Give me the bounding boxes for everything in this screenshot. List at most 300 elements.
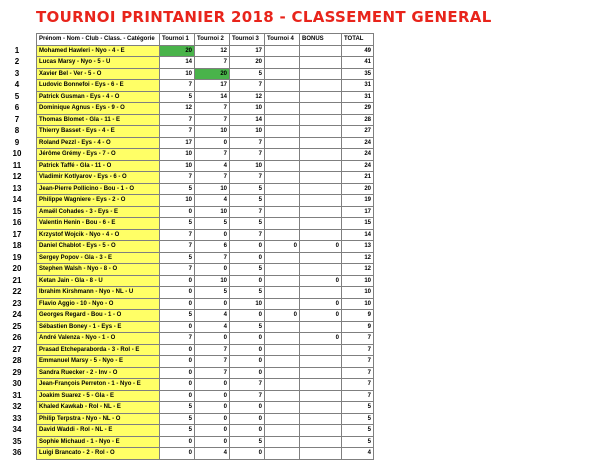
rank-label: 6 <box>14 103 20 112</box>
tournament-4-cell <box>265 172 300 184</box>
bonus-cell <box>300 68 342 80</box>
tournament-4-cell <box>265 195 300 207</box>
tournament-1-cell: 5 <box>160 310 195 322</box>
tournament-1-cell: 0 <box>160 298 195 310</box>
bonus-cell <box>300 91 342 103</box>
total-cell: 7 <box>342 333 374 345</box>
bonus-cell <box>300 264 342 276</box>
total-cell: 24 <box>342 137 374 149</box>
tournament-1-cell: 5 <box>160 91 195 103</box>
player-cell: Emmanuel Marsy - 5 - Nyo - E <box>37 356 160 368</box>
player-cell: Lucas Marsy - Nyo - 5 - U <box>37 57 160 69</box>
bonus-cell <box>300 103 342 115</box>
total-cell: 29 <box>342 103 374 115</box>
tournament-1-cell: 0 <box>160 206 195 218</box>
bonus-cell <box>300 252 342 264</box>
tournament-2-cell: 7 <box>195 149 230 161</box>
tournament-3-cell: 7 <box>230 80 265 92</box>
tournament-1-cell: 0 <box>160 436 195 448</box>
rank-label: 25 <box>12 321 22 331</box>
tournament-3-cell: 0 <box>230 367 265 379</box>
tournament-4-cell <box>265 413 300 425</box>
tournament-4-cell <box>265 218 300 230</box>
bonus-cell <box>300 402 342 414</box>
tournament-1-cell: 10 <box>160 149 195 161</box>
rank-label: 9 <box>14 137 20 147</box>
table-row <box>37 172 374 184</box>
total-cell: 10 <box>342 298 374 310</box>
tournament-4-cell <box>265 356 300 368</box>
rank-label: 30 <box>12 379 22 388</box>
tournament-3-cell: 0 <box>230 333 265 345</box>
total-cell: 5 <box>342 436 374 448</box>
tournament-1-cell: 7 <box>160 229 195 241</box>
player-cell: Roland Pezzl - Eys - 4 - O <box>37 137 160 149</box>
tournament-2-cell: 0 <box>195 390 230 402</box>
bonus-cell <box>300 57 342 69</box>
player-cell: Dominique Agnus - Eys - 9 - O <box>37 103 160 115</box>
rank-label: 18 <box>12 241 22 250</box>
tournament-4-cell <box>265 252 300 264</box>
tournament-3-cell: 7 <box>230 390 265 402</box>
tournament-3-cell: 5 <box>230 287 265 299</box>
bonus-cell <box>300 114 342 126</box>
tournament-3-cell: 20 <box>230 57 265 69</box>
table-row <box>37 321 374 333</box>
tournament-1-cell: 7 <box>160 80 195 92</box>
table-row <box>37 195 374 207</box>
tournament-4-cell <box>265 103 300 115</box>
bonus-cell <box>300 80 342 92</box>
tournament-3-cell: 10 <box>230 126 265 138</box>
tournament-3-cell: 5 <box>230 68 265 80</box>
table-row <box>37 183 374 195</box>
tournament-1-cell: 7 <box>160 241 195 253</box>
tournament-2-cell: 12 <box>195 45 230 57</box>
tournament-1-cell: 17 <box>160 137 195 149</box>
tournament-3-cell: 14 <box>230 114 265 126</box>
tournament-2-cell: 10 <box>195 275 230 287</box>
rank-header-spacer <box>0 33 34 45</box>
tournament-3-cell: 5 <box>230 436 265 448</box>
tournament-1-cell: 0 <box>160 344 195 356</box>
tournament-1-cell: 7 <box>160 172 195 184</box>
table-row <box>37 448 374 460</box>
tournament-2-cell: 7 <box>195 344 230 356</box>
bonus-cell <box>300 367 342 379</box>
total-cell: 31 <box>342 91 374 103</box>
table-row <box>37 160 374 172</box>
tournament-2-cell: 0 <box>195 264 230 276</box>
player-cell: Khaled Kawkab - Rol - NL - E <box>37 402 160 414</box>
bonus-cell <box>300 218 342 230</box>
tournament-2-cell: 0 <box>195 402 230 414</box>
header-tournament-3: Tournoi 3 <box>230 34 265 46</box>
table-row <box>37 344 374 356</box>
tournament-4-cell <box>265 91 300 103</box>
total-cell: 7 <box>342 356 374 368</box>
rank-label: 36 <box>12 448 22 457</box>
tournament-1-cell: 0 <box>160 448 195 460</box>
total-cell: 15 <box>342 218 374 230</box>
total-cell: 5 <box>342 402 374 414</box>
tournament-3-cell: 7 <box>230 149 265 161</box>
tournament-1-cell: 7 <box>160 126 195 138</box>
tournament-4-cell <box>265 275 300 287</box>
total-cell: 9 <box>342 321 374 333</box>
rank-label: 3 <box>14 68 20 78</box>
tournament-4-cell <box>265 57 300 69</box>
table-row <box>37 218 374 230</box>
header-player: Prénom - Nom - Club - Class. - Catégorie <box>37 34 160 46</box>
player-cell: Luigi Brancato - 2 - Rol - O <box>37 448 160 460</box>
total-cell: 20 <box>342 183 374 195</box>
rank-label: 1 <box>14 45 20 55</box>
table-row <box>37 103 374 115</box>
tournament-3-cell: 7 <box>230 229 265 241</box>
tournament-2-cell: 4 <box>195 310 230 322</box>
tournament-3-cell: 0 <box>230 413 265 425</box>
tournament-3-cell: 0 <box>230 252 265 264</box>
total-cell: 24 <box>342 160 374 172</box>
table-row <box>37 333 374 345</box>
tournament-2-cell: 0 <box>195 298 230 310</box>
tournament-3-cell: 10 <box>230 160 265 172</box>
player-cell: Joakim Suarez - 5 - Gla - E <box>37 390 160 402</box>
tournament-2-cell: 4 <box>195 448 230 460</box>
tournament-1-cell: 0 <box>160 287 195 299</box>
tournament-3-cell: 0 <box>230 356 265 368</box>
tournament-1-cell: 0 <box>160 356 195 368</box>
header-bonus: BONUS <box>300 34 342 46</box>
rank-label: 31 <box>12 390 22 400</box>
table-row <box>37 310 374 322</box>
tournament-1-cell: 0 <box>160 321 195 333</box>
rank-column <box>0 33 34 459</box>
tournament-3-cell: 0 <box>230 310 265 322</box>
player-cell: Thierry Basset - Eys - 4 - E <box>37 126 160 138</box>
tournament-2-cell: 0 <box>195 413 230 425</box>
table-row <box>37 390 374 402</box>
player-cell: Georges Regard - Bou - 1 - O <box>37 310 160 322</box>
tournament-2-cell: 10 <box>195 206 230 218</box>
rank-label: 13 <box>12 183 22 193</box>
rank-label: 28 <box>12 356 22 365</box>
bonus-cell <box>300 436 342 448</box>
total-cell: 12 <box>342 264 374 276</box>
tournament-1-cell: 12 <box>160 103 195 115</box>
bonus-cell: 0 <box>300 310 342 322</box>
table-row <box>37 413 374 425</box>
rank-label: 4 <box>14 80 20 89</box>
tournament-2-cell: 4 <box>195 160 230 172</box>
table-row <box>37 367 374 379</box>
rank-label: 26 <box>12 333 22 342</box>
player-cell: Flavio Aggio - 10 - Nyo - O <box>37 298 160 310</box>
total-cell: 19 <box>342 195 374 207</box>
player-cell: Philippe Wagniere - Eys - 2 - O <box>37 195 160 207</box>
bonus-cell: 0 <box>300 241 342 253</box>
rank-label: 2 <box>14 57 20 66</box>
tournament-2-cell: 0 <box>195 137 230 149</box>
rank-label: 29 <box>12 367 22 377</box>
bonus-cell <box>300 160 342 172</box>
rank-label: 24 <box>12 310 22 319</box>
tournament-4-cell <box>265 379 300 391</box>
player-cell: Jérôme Grémy - Eys - 7 - O <box>37 149 160 161</box>
player-cell: Sophie Michaud - 1 - Nyo - E <box>37 436 160 448</box>
player-cell: André Valenza - Nyo - 1 - O <box>37 333 160 345</box>
tournament-2-cell: 17 <box>195 80 230 92</box>
tournament-2-cell: 14 <box>195 91 230 103</box>
tournament-1-cell: 0 <box>160 367 195 379</box>
rank-label: 17 <box>12 229 22 239</box>
tournament-4-cell <box>265 137 300 149</box>
bonus-cell <box>300 425 342 437</box>
bonus-cell <box>300 448 342 460</box>
total-cell: 7 <box>342 379 374 391</box>
player-cell: Patrick Gusman - Eys - 4 - O <box>37 91 160 103</box>
tournament-2-cell: 0 <box>195 379 230 391</box>
table-row <box>37 356 374 368</box>
tournament-4-cell: 0 <box>265 241 300 253</box>
tournament-1-cell: 0 <box>160 275 195 287</box>
tournament-4-cell <box>265 390 300 402</box>
tournament-2-cell: 0 <box>195 425 230 437</box>
total-cell: 14 <box>342 229 374 241</box>
tournament-3-cell: 0 <box>230 402 265 414</box>
player-cell: David Waddi - Rol - NL - E <box>37 425 160 437</box>
page-title: TOURNOI PRINTANIER 2018 - CLASSEMENT GENERAL <box>36 8 492 26</box>
total-cell: 4 <box>342 448 374 460</box>
total-cell: 9 <box>342 310 374 322</box>
tournament-1-cell: 10 <box>160 195 195 207</box>
rank-label: 21 <box>12 275 22 285</box>
tournament-2-cell: 7 <box>195 356 230 368</box>
rank-label: 27 <box>12 344 22 354</box>
bonus-cell <box>300 344 342 356</box>
tournament-2-cell: 5 <box>195 218 230 230</box>
tournament-3-cell: 7 <box>230 137 265 149</box>
player-cell: Patrick Taffé - Gla - 11 - O <box>37 160 160 172</box>
total-cell: 7 <box>342 367 374 379</box>
tournament-3-cell: 10 <box>230 103 265 115</box>
tournament-3-cell: 10 <box>230 298 265 310</box>
tournament-2-cell: 7 <box>195 367 230 379</box>
total-cell: 7 <box>342 344 374 356</box>
tournament-4-cell <box>265 425 300 437</box>
table-row <box>37 91 374 103</box>
table-row <box>37 80 374 92</box>
tournament-2-cell: 7 <box>195 103 230 115</box>
total-cell: 5 <box>342 413 374 425</box>
player-cell: Daniel Chablot - Eys - 5 - O <box>37 241 160 253</box>
bonus-cell: 0 <box>300 298 342 310</box>
rank-label: 15 <box>12 206 22 216</box>
tournament-3-cell: 0 <box>230 344 265 356</box>
tournament-2-cell: 5 <box>195 287 230 299</box>
total-cell: 10 <box>342 287 374 299</box>
tournament-3-cell: 7 <box>230 206 265 218</box>
total-cell: 21 <box>342 172 374 184</box>
total-cell: 12 <box>342 252 374 264</box>
tournament-1-cell: 5 <box>160 425 195 437</box>
table-row <box>37 241 374 253</box>
table-row <box>37 137 374 149</box>
table-row <box>37 206 374 218</box>
tournament-2-cell: 7 <box>195 57 230 69</box>
tournament-2-cell: 7 <box>195 252 230 264</box>
rank-label: 10 <box>12 149 22 158</box>
total-cell: 49 <box>342 45 374 57</box>
rank-label: 22 <box>12 287 22 296</box>
header-tournament-1: Tournoi 1 <box>160 34 195 46</box>
tournament-2-cell: 10 <box>195 126 230 138</box>
tournament-4-cell <box>265 149 300 161</box>
table-row <box>37 68 374 80</box>
bonus-cell: 0 <box>300 275 342 287</box>
player-cell: Thomas Blomet - Gla - 11 - E <box>37 114 160 126</box>
table-row <box>37 425 374 437</box>
header-total: TOTAL <box>342 34 374 46</box>
tournament-2-cell: 4 <box>195 321 230 333</box>
bonus-cell <box>300 137 342 149</box>
player-cell: Ibrahim Kirshmann - Nyo - NL - U <box>37 287 160 299</box>
player-cell: Jean-François Perreton - 1 - Nyo - E <box>37 379 160 391</box>
table-row <box>37 287 374 299</box>
tournament-3-cell: 7 <box>230 172 265 184</box>
tournament-4-cell <box>265 287 300 299</box>
table-row <box>37 126 374 138</box>
total-cell: 27 <box>342 126 374 138</box>
tournament-1-cell: 14 <box>160 57 195 69</box>
player-cell: Sergey Popov - Gla - 3 - E <box>37 252 160 264</box>
tournament-3-cell: 5 <box>230 195 265 207</box>
rank-label: 11 <box>12 160 22 170</box>
tournament-3-cell: 5 <box>230 264 265 276</box>
total-cell: 41 <box>342 57 374 69</box>
tournament-2-cell: 10 <box>195 183 230 195</box>
tournament-2-cell: 0 <box>195 229 230 241</box>
ranking-table <box>36 33 374 460</box>
tournament-4-cell <box>265 126 300 138</box>
total-cell: 24 <box>342 149 374 161</box>
bonus-cell <box>300 183 342 195</box>
total-cell: 10 <box>342 275 374 287</box>
bonus-cell <box>300 45 342 57</box>
total-cell: 5 <box>342 425 374 437</box>
tournament-1-cell: 7 <box>160 264 195 276</box>
table-row <box>37 149 374 161</box>
bonus-cell <box>300 287 342 299</box>
total-cell: 17 <box>342 206 374 218</box>
tournament-1-cell: 5 <box>160 413 195 425</box>
tournament-3-cell: 0 <box>230 241 265 253</box>
rank-label: 12 <box>12 172 22 181</box>
table-row <box>37 379 374 391</box>
tournament-4-cell <box>265 183 300 195</box>
total-cell: 31 <box>342 80 374 92</box>
tournament-3-cell: 5 <box>230 183 265 195</box>
tournament-2-cell: 4 <box>195 195 230 207</box>
rank-label: 19 <box>12 252 22 262</box>
rank-label: 33 <box>12 413 22 423</box>
rank-label: 32 <box>12 402 22 411</box>
tournament-1-cell: 5 <box>160 252 195 264</box>
tournament-4-cell <box>265 448 300 460</box>
tournament-3-cell: 0 <box>230 425 265 437</box>
table-row <box>37 436 374 448</box>
player-cell: Jean-Pierre Pollicino - Bou - 1 - O <box>37 183 160 195</box>
bonus-cell <box>300 413 342 425</box>
tournament-3-cell: 17 <box>230 45 265 57</box>
tournament-1-cell: 10 <box>160 160 195 172</box>
player-cell: Sébastien Boney - 1 - Eys - E <box>37 321 160 333</box>
bonus-cell <box>300 379 342 391</box>
tournament-3-cell: 0 <box>230 448 265 460</box>
bonus-cell <box>300 356 342 368</box>
bonus-cell <box>300 321 342 333</box>
tournament-1-cell: 10 <box>160 68 195 80</box>
player-cell: Ketan Jain - Gla - 8 - U <box>37 275 160 287</box>
bonus-cell <box>300 172 342 184</box>
player-cell: Philip Terpstra - Nyo - NL - O <box>37 413 160 425</box>
header-tournament-4: Tournoi 4 <box>265 34 300 46</box>
table-row <box>37 298 374 310</box>
tournament-4-cell <box>265 321 300 333</box>
header-tournament-2: Tournoi 2 <box>195 34 230 46</box>
bonus-cell <box>300 229 342 241</box>
player-cell: Valentin Henin - Bou - 6 - E <box>37 218 160 230</box>
tournament-3-cell: 0 <box>230 275 265 287</box>
tournament-2-cell: 7 <box>195 172 230 184</box>
player-cell: Amaël Cohades - 3 - Eys - E <box>37 206 160 218</box>
bonus-cell <box>300 126 342 138</box>
rank-label: 7 <box>14 114 20 124</box>
bonus-cell <box>300 149 342 161</box>
tournament-1-cell: 0 <box>160 390 195 402</box>
tournament-4-cell <box>265 344 300 356</box>
rank-label: 8 <box>14 126 20 135</box>
tournament-2-cell: 0 <box>195 436 230 448</box>
tournament-1-cell: 5 <box>160 402 195 414</box>
bonus-cell <box>300 206 342 218</box>
bonus-cell <box>300 195 342 207</box>
tournament-2-cell: 20 <box>195 68 230 80</box>
tournament-2-cell: 7 <box>195 114 230 126</box>
rank-label: 35 <box>12 436 22 446</box>
tournament-3-cell: 5 <box>230 218 265 230</box>
tournament-4-cell <box>265 45 300 57</box>
tournament-4-cell <box>265 229 300 241</box>
tournament-1-cell: 7 <box>160 114 195 126</box>
tournament-4-cell <box>265 402 300 414</box>
player-cell: Sandra Ruecker - 2 - Inv - O <box>37 367 160 379</box>
tournament-4-cell <box>265 264 300 276</box>
rank-label: 34 <box>12 425 22 434</box>
table-row <box>37 264 374 276</box>
table-row <box>37 45 374 57</box>
player-cell: Stephen Walsh - Nyo - 8 - O <box>37 264 160 276</box>
tournament-1-cell: 5 <box>160 183 195 195</box>
tournament-4-cell <box>265 298 300 310</box>
player-cell: Krzystof Wojcik - Nyo - 4 - O <box>37 229 160 241</box>
tournament-1-cell: 20 <box>160 45 195 57</box>
table-row <box>37 252 374 264</box>
tournament-2-cell: 0 <box>195 333 230 345</box>
tournament-4-cell <box>265 160 300 172</box>
tournament-4-cell <box>265 436 300 448</box>
